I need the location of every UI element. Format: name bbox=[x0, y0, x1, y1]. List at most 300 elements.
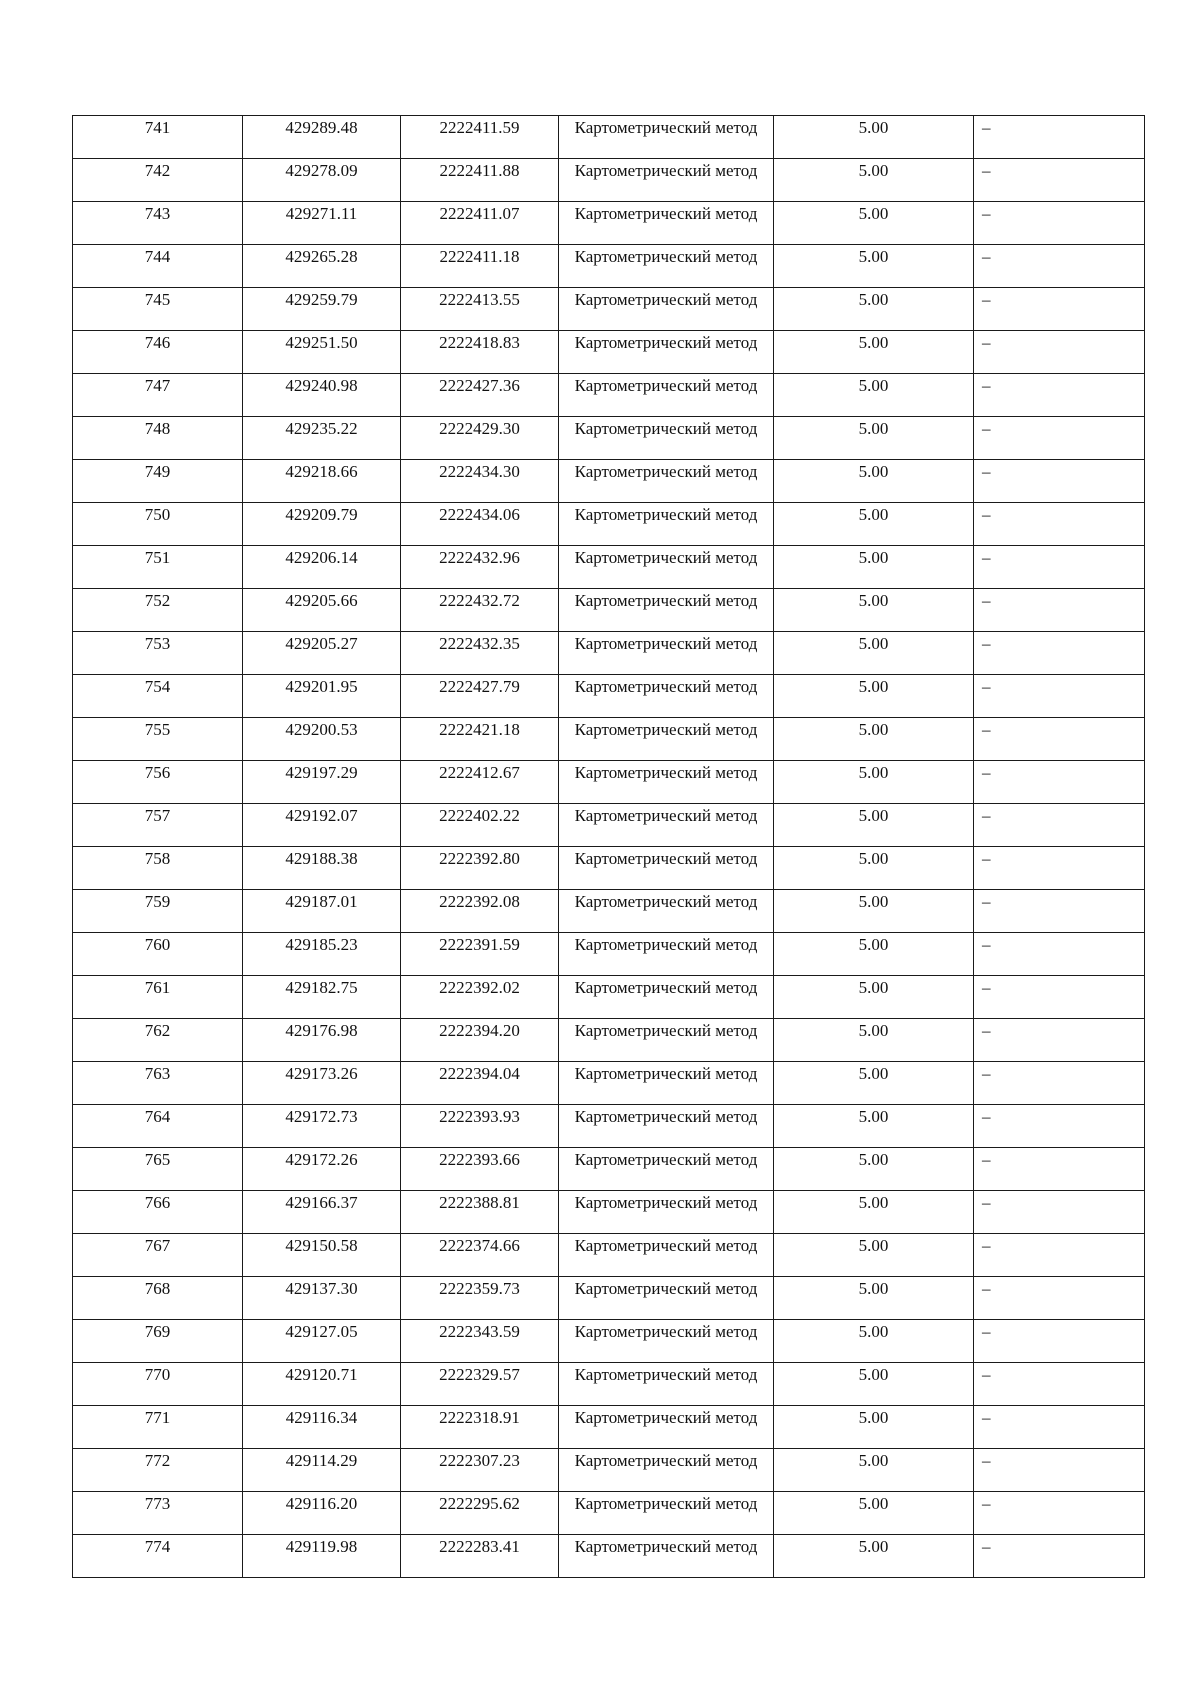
point-number-cell bbox=[73, 976, 243, 1019]
method-text: Картометрический метод bbox=[574, 1150, 758, 1169]
x-coordinate-cell bbox=[243, 632, 401, 675]
method-cell bbox=[559, 245, 774, 288]
y-coordinate-text: 2222434.06 bbox=[439, 505, 520, 524]
table-row bbox=[73, 116, 1145, 159]
y-coordinate-cell bbox=[401, 1105, 559, 1148]
note-cell bbox=[974, 1449, 1145, 1492]
x-coordinate-text: 429120.71 bbox=[285, 1365, 358, 1384]
table-row bbox=[73, 202, 1145, 245]
x-coordinate-cell bbox=[243, 718, 401, 761]
method-text: Картометрический метод bbox=[574, 204, 758, 223]
accuracy-text: 5.00 bbox=[858, 892, 889, 911]
note-text: – bbox=[982, 720, 991, 739]
point-number-cell bbox=[73, 503, 243, 546]
method-text: Картометрический метод bbox=[574, 1537, 758, 1556]
table-row bbox=[73, 1019, 1145, 1062]
note-text: – bbox=[982, 978, 991, 997]
x-coordinate-cell bbox=[243, 933, 401, 976]
method-text: Картометрический метод bbox=[574, 591, 758, 610]
method-text: Картометрический метод bbox=[574, 720, 758, 739]
point-number-text: 748 bbox=[144, 419, 171, 438]
y-coordinate-cell bbox=[401, 1191, 559, 1234]
method-text: Картометрический метод bbox=[574, 1322, 758, 1341]
point-number-cell bbox=[73, 1535, 243, 1578]
y-coordinate-text: 2222374.66 bbox=[439, 1236, 520, 1255]
method-cell bbox=[559, 1191, 774, 1234]
x-coordinate-cell bbox=[243, 1191, 401, 1234]
method-cell bbox=[559, 202, 774, 245]
accuracy-cell bbox=[774, 1320, 974, 1363]
y-coordinate-text: 2222432.96 bbox=[439, 548, 520, 567]
point-number-text: 772 bbox=[144, 1451, 171, 1470]
table-row bbox=[73, 374, 1145, 417]
note-cell bbox=[974, 1535, 1145, 1578]
accuracy-cell bbox=[774, 1535, 974, 1578]
method-cell bbox=[559, 890, 774, 933]
accuracy-text: 5.00 bbox=[858, 247, 889, 266]
method-text: Картометрический метод bbox=[574, 462, 758, 481]
method-cell bbox=[559, 632, 774, 675]
note-cell bbox=[974, 159, 1145, 202]
note-text: – bbox=[982, 1193, 991, 1212]
method-cell bbox=[559, 374, 774, 417]
x-coordinate-cell bbox=[243, 804, 401, 847]
x-coordinate-cell bbox=[243, 1492, 401, 1535]
method-text: Картометрический метод bbox=[574, 634, 758, 653]
point-number-cell bbox=[73, 1277, 243, 1320]
accuracy-text: 5.00 bbox=[858, 1451, 889, 1470]
accuracy-text: 5.00 bbox=[858, 118, 889, 137]
table-row bbox=[73, 417, 1145, 460]
method-cell bbox=[559, 1320, 774, 1363]
method-cell bbox=[559, 1535, 774, 1578]
accuracy-cell bbox=[774, 1234, 974, 1277]
accuracy-cell bbox=[774, 331, 974, 374]
method-cell bbox=[559, 1234, 774, 1277]
y-coordinate-text: 2222393.66 bbox=[439, 1150, 520, 1169]
x-coordinate-cell bbox=[243, 1320, 401, 1363]
note-text: – bbox=[982, 1107, 991, 1126]
y-coordinate-cell bbox=[401, 1320, 559, 1363]
point-number-text: 752 bbox=[144, 591, 171, 610]
table-row bbox=[73, 804, 1145, 847]
y-coordinate-text: 2222411.88 bbox=[439, 161, 520, 180]
method-cell bbox=[559, 503, 774, 546]
y-coordinate-cell bbox=[401, 1492, 559, 1535]
accuracy-cell bbox=[774, 1191, 974, 1234]
note-cell bbox=[974, 1191, 1145, 1234]
note-cell bbox=[974, 202, 1145, 245]
point-number-cell bbox=[73, 1234, 243, 1277]
point-number-cell bbox=[73, 589, 243, 632]
y-coordinate-cell bbox=[401, 546, 559, 589]
accuracy-text: 5.00 bbox=[858, 1365, 889, 1384]
method-text: Картометрический метод bbox=[574, 548, 758, 567]
x-coordinate-text: 429271.11 bbox=[285, 204, 358, 223]
x-coordinate-cell bbox=[243, 546, 401, 589]
y-coordinate-text: 2222391.59 bbox=[439, 935, 520, 954]
point-number-text: 755 bbox=[144, 720, 171, 739]
y-coordinate-cell bbox=[401, 761, 559, 804]
accuracy-text: 5.00 bbox=[858, 1193, 889, 1212]
point-number-cell bbox=[73, 546, 243, 589]
table-row bbox=[73, 890, 1145, 933]
accuracy-cell bbox=[774, 546, 974, 589]
y-coordinate-text: 2222421.18 bbox=[439, 720, 520, 739]
y-coordinate-cell bbox=[401, 933, 559, 976]
y-coordinate-cell bbox=[401, 1148, 559, 1191]
point-number-text: 765 bbox=[144, 1150, 171, 1169]
point-number-text: 758 bbox=[144, 849, 171, 868]
y-coordinate-text: 2222394.20 bbox=[439, 1021, 520, 1040]
method-text: Картометрический метод bbox=[574, 376, 758, 395]
x-coordinate-cell bbox=[243, 503, 401, 546]
accuracy-cell bbox=[774, 159, 974, 202]
note-cell bbox=[974, 933, 1145, 976]
accuracy-text: 5.00 bbox=[858, 548, 889, 567]
point-number-text: 762 bbox=[144, 1021, 171, 1040]
x-coordinate-cell bbox=[243, 1535, 401, 1578]
table-row bbox=[73, 1105, 1145, 1148]
note-text: – bbox=[982, 1322, 991, 1341]
table-row bbox=[73, 331, 1145, 374]
table-row bbox=[73, 159, 1145, 202]
note-cell bbox=[974, 976, 1145, 1019]
note-text: – bbox=[982, 419, 991, 438]
note-text: – bbox=[982, 1236, 991, 1255]
point-number-cell bbox=[73, 1406, 243, 1449]
accuracy-text: 5.00 bbox=[858, 376, 889, 395]
y-coordinate-text: 2222413.55 bbox=[439, 290, 520, 309]
note-cell bbox=[974, 1492, 1145, 1535]
x-coordinate-text: 429209.79 bbox=[285, 505, 358, 524]
method-cell bbox=[559, 675, 774, 718]
x-coordinate-text: 429240.98 bbox=[285, 376, 358, 395]
table-row bbox=[73, 1363, 1145, 1406]
accuracy-text: 5.00 bbox=[858, 1408, 889, 1427]
y-coordinate-text: 2222393.93 bbox=[439, 1107, 520, 1126]
accuracy-text: 5.00 bbox=[858, 720, 889, 739]
y-coordinate-cell bbox=[401, 1019, 559, 1062]
note-text: – bbox=[982, 118, 991, 137]
note-cell bbox=[974, 503, 1145, 546]
x-coordinate-text: 429185.23 bbox=[285, 935, 358, 954]
x-coordinate-text: 429200.53 bbox=[285, 720, 358, 739]
y-coordinate-cell bbox=[401, 417, 559, 460]
method-text: Картометрический метод bbox=[574, 978, 758, 997]
point-number-cell bbox=[73, 718, 243, 761]
point-number-cell bbox=[73, 1019, 243, 1062]
accuracy-text: 5.00 bbox=[858, 849, 889, 868]
y-coordinate-cell bbox=[401, 1449, 559, 1492]
y-coordinate-cell bbox=[401, 1234, 559, 1277]
note-cell bbox=[974, 1105, 1145, 1148]
point-number-cell bbox=[73, 890, 243, 933]
note-text: – bbox=[982, 763, 991, 782]
x-coordinate-cell bbox=[243, 374, 401, 417]
x-coordinate-cell bbox=[243, 1449, 401, 1492]
x-coordinate-text: 429173.26 bbox=[285, 1064, 358, 1083]
y-coordinate-cell bbox=[401, 675, 559, 718]
method-text: Картометрический метод bbox=[574, 849, 758, 868]
table-row bbox=[73, 503, 1145, 546]
y-coordinate-text: 2222429.30 bbox=[439, 419, 520, 438]
note-text: – bbox=[982, 505, 991, 524]
accuracy-cell bbox=[774, 374, 974, 417]
y-coordinate-cell bbox=[401, 976, 559, 1019]
y-coordinate-cell bbox=[401, 718, 559, 761]
point-number-text: 764 bbox=[144, 1107, 171, 1126]
y-coordinate-text: 2222411.18 bbox=[439, 247, 520, 266]
accuracy-text: 5.00 bbox=[858, 333, 889, 352]
note-cell bbox=[974, 847, 1145, 890]
y-coordinate-text: 2222343.59 bbox=[439, 1322, 520, 1341]
note-text: – bbox=[982, 849, 991, 868]
method-text: Картометрический метод bbox=[574, 1107, 758, 1126]
note-cell bbox=[974, 1234, 1145, 1277]
point-number-text: 751 bbox=[144, 548, 171, 567]
point-number-cell bbox=[73, 288, 243, 331]
x-coordinate-text: 429114.29 bbox=[285, 1451, 358, 1470]
x-coordinate-text: 429278.09 bbox=[285, 161, 358, 180]
point-number-text: 743 bbox=[144, 204, 171, 223]
accuracy-cell bbox=[774, 417, 974, 460]
method-text: Картометрический метод bbox=[574, 1021, 758, 1040]
note-text: – bbox=[982, 892, 991, 911]
table-row bbox=[73, 1062, 1145, 1105]
y-coordinate-cell bbox=[401, 1062, 559, 1105]
method-cell bbox=[559, 460, 774, 503]
method-cell bbox=[559, 331, 774, 374]
method-cell bbox=[559, 546, 774, 589]
x-coordinate-cell bbox=[243, 1148, 401, 1191]
x-coordinate-cell bbox=[243, 761, 401, 804]
method-text: Картометрический метод bbox=[574, 1494, 758, 1513]
point-number-cell bbox=[73, 245, 243, 288]
point-number-cell bbox=[73, 417, 243, 460]
x-coordinate-text: 429206.14 bbox=[285, 548, 358, 567]
point-number-cell bbox=[73, 202, 243, 245]
accuracy-text: 5.00 bbox=[858, 591, 889, 610]
table-row bbox=[73, 933, 1145, 976]
method-text: Картометрический метод bbox=[574, 1408, 758, 1427]
y-coordinate-cell bbox=[401, 847, 559, 890]
method-cell bbox=[559, 288, 774, 331]
method-cell bbox=[559, 159, 774, 202]
y-coordinate-cell bbox=[401, 1406, 559, 1449]
method-cell bbox=[559, 718, 774, 761]
y-coordinate-text: 2222388.81 bbox=[439, 1193, 520, 1212]
x-coordinate-text: 429166.37 bbox=[285, 1193, 358, 1212]
method-text: Картометрический метод bbox=[574, 763, 758, 782]
note-cell bbox=[974, 890, 1145, 933]
y-coordinate-text: 2222434.30 bbox=[439, 462, 520, 481]
note-text: – bbox=[982, 290, 991, 309]
point-number-cell bbox=[73, 1148, 243, 1191]
accuracy-cell bbox=[774, 116, 974, 159]
method-cell bbox=[559, 976, 774, 1019]
note-cell bbox=[974, 804, 1145, 847]
accuracy-cell bbox=[774, 675, 974, 718]
accuracy-cell bbox=[774, 503, 974, 546]
point-number-cell bbox=[73, 159, 243, 202]
table-row bbox=[73, 1148, 1145, 1191]
accuracy-text: 5.00 bbox=[858, 419, 889, 438]
accuracy-text: 5.00 bbox=[858, 763, 889, 782]
method-text: Картометрический метод bbox=[574, 290, 758, 309]
note-text: – bbox=[982, 462, 991, 481]
note-text: – bbox=[982, 204, 991, 223]
x-coordinate-cell bbox=[243, 288, 401, 331]
point-number-cell bbox=[73, 116, 243, 159]
point-number-cell bbox=[73, 1449, 243, 1492]
note-cell bbox=[974, 288, 1145, 331]
point-number-cell bbox=[73, 331, 243, 374]
method-text: Картометрический метод bbox=[574, 1451, 758, 1470]
point-number-text: 753 bbox=[144, 634, 171, 653]
x-coordinate-text: 429265.28 bbox=[285, 247, 358, 266]
point-number-cell bbox=[73, 1363, 243, 1406]
x-coordinate-cell bbox=[243, 460, 401, 503]
note-cell bbox=[974, 546, 1145, 589]
note-text: – bbox=[982, 1494, 991, 1513]
note-text: – bbox=[982, 247, 991, 266]
note-cell bbox=[974, 1363, 1145, 1406]
method-cell bbox=[559, 761, 774, 804]
table-row bbox=[73, 847, 1145, 890]
accuracy-text: 5.00 bbox=[858, 677, 889, 696]
method-cell bbox=[559, 847, 774, 890]
point-number-text: 761 bbox=[144, 978, 171, 997]
note-text: – bbox=[982, 677, 991, 696]
accuracy-text: 5.00 bbox=[858, 204, 889, 223]
accuracy-text: 5.00 bbox=[858, 1150, 889, 1169]
x-coordinate-text: 429201.95 bbox=[285, 677, 358, 696]
y-coordinate-text: 2222394.04 bbox=[439, 1064, 520, 1083]
x-coordinate-text: 429188.38 bbox=[285, 849, 358, 868]
table-row bbox=[73, 675, 1145, 718]
point-number-text: 763 bbox=[144, 1064, 171, 1083]
table-row bbox=[73, 1191, 1145, 1234]
note-text: – bbox=[982, 634, 991, 653]
point-number-text: 773 bbox=[144, 1494, 171, 1513]
note-cell bbox=[974, 245, 1145, 288]
accuracy-text: 5.00 bbox=[858, 1064, 889, 1083]
point-number-text: 747 bbox=[144, 376, 171, 395]
y-coordinate-cell bbox=[401, 632, 559, 675]
accuracy-text: 5.00 bbox=[858, 161, 889, 180]
x-coordinate-text: 429172.73 bbox=[285, 1107, 358, 1126]
method-cell bbox=[559, 1449, 774, 1492]
x-coordinate-text: 429205.66 bbox=[285, 591, 358, 610]
accuracy-cell bbox=[774, 288, 974, 331]
method-text: Картометрический метод bbox=[574, 806, 758, 825]
x-coordinate-text: 429150.58 bbox=[285, 1236, 358, 1255]
note-text: – bbox=[982, 548, 991, 567]
note-cell bbox=[974, 1320, 1145, 1363]
x-coordinate-text: 429176.98 bbox=[285, 1021, 358, 1040]
y-coordinate-cell bbox=[401, 1535, 559, 1578]
accuracy-text: 5.00 bbox=[858, 1537, 889, 1556]
table-row bbox=[73, 1320, 1145, 1363]
note-cell bbox=[974, 1406, 1145, 1449]
y-coordinate-text: 2222283.41 bbox=[439, 1537, 520, 1556]
x-coordinate-text: 429205.27 bbox=[285, 634, 358, 653]
x-coordinate-text: 429116.34 bbox=[285, 1408, 358, 1427]
point-number-cell bbox=[73, 1105, 243, 1148]
y-coordinate-text: 2222392.80 bbox=[439, 849, 520, 868]
y-coordinate-text: 2222411.59 bbox=[439, 118, 520, 137]
table-row bbox=[73, 1234, 1145, 1277]
x-coordinate-cell bbox=[243, 589, 401, 632]
point-number-cell bbox=[73, 460, 243, 503]
accuracy-text: 5.00 bbox=[858, 634, 889, 653]
y-coordinate-text: 2222318.91 bbox=[439, 1408, 520, 1427]
accuracy-text: 5.00 bbox=[858, 290, 889, 309]
note-text: – bbox=[982, 806, 991, 825]
y-coordinate-cell bbox=[401, 589, 559, 632]
method-cell bbox=[559, 116, 774, 159]
x-coordinate-cell bbox=[243, 1105, 401, 1148]
method-text: Картометрический метод bbox=[574, 677, 758, 696]
point-number-cell bbox=[73, 1492, 243, 1535]
point-number-text: 744 bbox=[144, 247, 171, 266]
method-text: Картометрический метод bbox=[574, 505, 758, 524]
note-text: – bbox=[982, 1451, 991, 1470]
y-coordinate-text: 2222427.36 bbox=[439, 376, 520, 395]
y-coordinate-text: 2222359.73 bbox=[439, 1279, 520, 1298]
accuracy-cell bbox=[774, 1363, 974, 1406]
y-coordinate-cell bbox=[401, 503, 559, 546]
note-text: – bbox=[982, 376, 991, 395]
table-row bbox=[73, 1406, 1145, 1449]
method-text: Картометрический метод bbox=[574, 333, 758, 352]
accuracy-text: 5.00 bbox=[858, 1236, 889, 1255]
point-number-text: 742 bbox=[144, 161, 171, 180]
accuracy-cell bbox=[774, 460, 974, 503]
method-cell bbox=[559, 1148, 774, 1191]
y-coordinate-text: 2222329.57 bbox=[439, 1365, 520, 1384]
x-coordinate-text: 429137.30 bbox=[285, 1279, 358, 1298]
y-coordinate-text: 2222307.23 bbox=[439, 1451, 520, 1470]
point-number-cell bbox=[73, 761, 243, 804]
note-cell bbox=[974, 589, 1145, 632]
table-row bbox=[73, 1277, 1145, 1320]
note-cell bbox=[974, 632, 1145, 675]
accuracy-cell bbox=[774, 1148, 974, 1191]
x-coordinate-text: 429172.26 bbox=[285, 1150, 358, 1169]
note-text: – bbox=[982, 333, 991, 352]
x-coordinate-cell bbox=[243, 1062, 401, 1105]
x-coordinate-cell bbox=[243, 890, 401, 933]
point-number-text: 771 bbox=[144, 1408, 171, 1427]
accuracy-text: 5.00 bbox=[858, 935, 889, 954]
note-cell bbox=[974, 331, 1145, 374]
accuracy-text: 5.00 bbox=[858, 978, 889, 997]
note-cell bbox=[974, 116, 1145, 159]
accuracy-cell bbox=[774, 1105, 974, 1148]
accuracy-cell bbox=[774, 761, 974, 804]
point-number-text: 750 bbox=[144, 505, 171, 524]
x-coordinate-cell bbox=[243, 1234, 401, 1277]
method-text: Картометрический метод bbox=[574, 1236, 758, 1255]
accuracy-cell bbox=[774, 1019, 974, 1062]
table-row bbox=[73, 460, 1145, 503]
note-text: – bbox=[982, 161, 991, 180]
accuracy-cell bbox=[774, 1406, 974, 1449]
y-coordinate-text: 2222392.02 bbox=[439, 978, 520, 997]
y-coordinate-cell bbox=[401, 1363, 559, 1406]
